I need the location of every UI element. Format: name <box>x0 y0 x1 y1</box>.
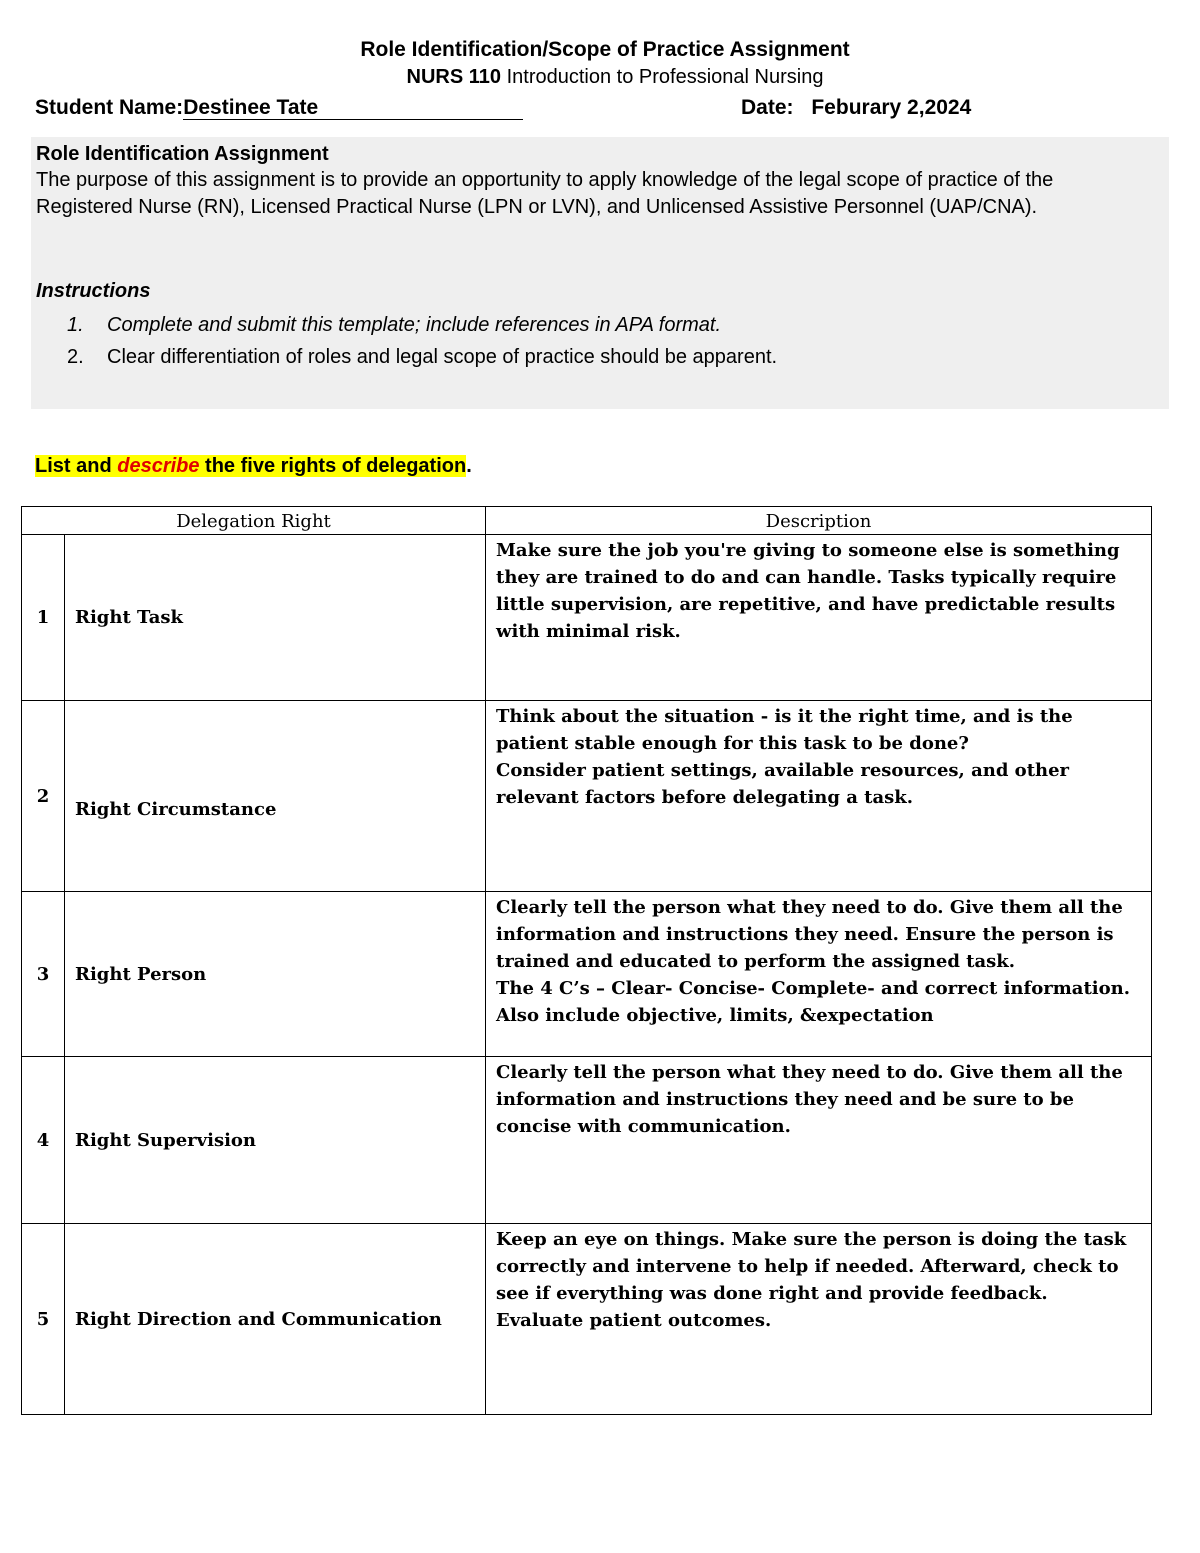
instructions-list <box>67 309 777 373</box>
delegation-right: Right Task <box>65 535 486 701</box>
delegation-description <box>486 1224 1152 1415</box>
prompt-period: . <box>466 455 472 477</box>
description-paragraph: Evaluate patient outcomes. <box>496 1310 772 1331</box>
description-paragraph: Consider patient settings, available resources, and other relevant factors before delegating a task. <box>496 760 1070 808</box>
delegation-description <box>486 535 1152 701</box>
header-delegation-right-label: Delegation Right <box>176 511 331 532</box>
header-description <box>486 507 1152 535</box>
prompt-text-3: the five rights of delegation <box>199 455 467 477</box>
instruction-text: Complete and submit this template; include references in APA format. <box>107 314 721 336</box>
description-paragraph: Think about the situation - is it the right time, and is the patient stable enough for this task to be done? <box>496 706 1073 754</box>
course-code: NURS 110 <box>406 66 502 88</box>
description-paragraph: Also include objective, limits, &expectation <box>496 1005 934 1026</box>
delegation-table <box>21 506 1152 1415</box>
prompt-emphasis: describe <box>117 455 200 477</box>
row-number: 3 <box>22 892 65 1057</box>
date-row <box>741 94 971 122</box>
instruction-text: Clear differentiation of roles and legal scope of practice should be apparent. <box>107 346 778 368</box>
description-paragraph: Clearly tell the person what they need to do. Give them all the information and instructions they need and be sure to be concise with communication. <box>496 1062 1123 1137</box>
prompt-highlight <box>35 455 466 477</box>
purpose-text: The purpose of this assignment is to provide an opportunity to apply knowledge of the legal scope of practice of the Registered Nurse (RN), Licensed Practical Nurse (LPN or LVN), and Unlicensed Assistive Personnel (UAP/CNA). <box>36 169 1054 218</box>
date-label: Date: <box>741 96 794 119</box>
instructions-title: Instructions <box>36 280 151 302</box>
table-row <box>22 535 1152 701</box>
prompt-text-1: List and <box>35 455 118 477</box>
header-delegation-right <box>22 507 486 535</box>
table-row <box>22 892 1152 1057</box>
instruction-number: 1. <box>67 314 84 336</box>
description-paragraph: The 4 C’s – Clear- Concise- Complete- and correct information. <box>496 978 1130 999</box>
instruction-item <box>67 341 777 373</box>
delegation-right: Right Person <box>65 892 486 1057</box>
header-description-label: Description <box>765 511 872 532</box>
section-title: Role Identification Assignment <box>36 143 329 165</box>
course-line <box>0 64 1200 90</box>
table-row <box>22 1224 1152 1415</box>
student-name-label: Student Name: <box>35 96 184 119</box>
row-number: 1 <box>22 535 65 701</box>
row-number: 2 <box>22 701 65 892</box>
student-name-value: Destinee Tate <box>183 97 523 120</box>
row-number: 4 <box>22 1057 65 1224</box>
date-value: Feburary 2,2024 <box>811 96 972 119</box>
student-name-row <box>35 94 523 122</box>
description-paragraph: Clearly tell the person what they need to do. Give them all the information and instructions they need. Ensure the person is trained and educated to perform the assigned task. <box>496 897 1123 972</box>
table-header-row <box>22 507 1152 535</box>
instruction-number: 2. <box>67 346 84 368</box>
delegation-right: Right Direction and Communication <box>65 1224 486 1415</box>
delegation-right: Right Circumstance <box>65 701 486 892</box>
table-row <box>22 701 1152 892</box>
delegation-prompt <box>35 452 472 480</box>
description-paragraph: Make sure the job you're giving to someone else is something they are trained to do and can handle. Tasks typically require little supervision, are repetitive, and have predictable results with minimal risk. <box>496 540 1120 642</box>
document-title: Role Identification/Scope of Practice Assignment <box>360 38 850 61</box>
table-row <box>22 1057 1152 1224</box>
instruction-item <box>67 309 777 341</box>
description-paragraph: Keep an eye on things. Make sure the person is doing the task correctly and intervene to help if needed. Afterward, check to see if everything was done right and provide feedback. <box>496 1229 1127 1304</box>
delegation-description <box>486 892 1152 1057</box>
delegation-right: Right Supervision <box>65 1057 486 1224</box>
row-number: 5 <box>22 1224 65 1415</box>
course-name: Introduction to Professional Nursing <box>506 66 824 88</box>
assignment-box <box>31 137 1169 409</box>
delegation-description <box>486 701 1152 892</box>
delegation-description <box>486 1057 1152 1224</box>
